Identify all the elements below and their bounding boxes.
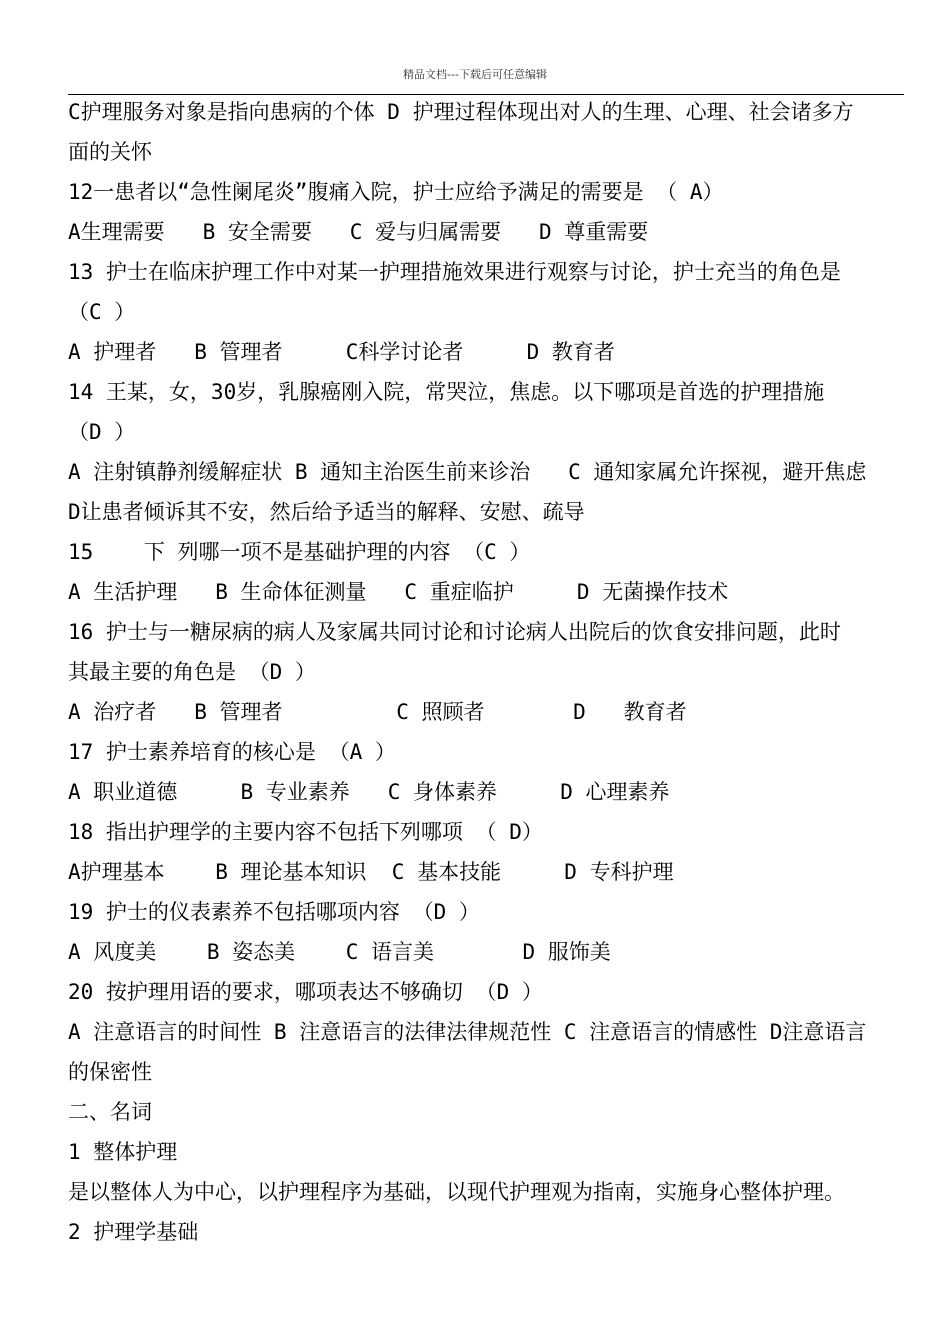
text-line: D让患者倾诉其不安，然后给予适当的解释、安慰、疏导 bbox=[68, 500, 585, 524]
section-heading: 二、名词 bbox=[68, 1100, 152, 1124]
text-line: 其最主要的角色是 （D ） bbox=[68, 660, 316, 684]
text-line: 15 下 列哪一项不是基础护理的内容 （C ） bbox=[68, 540, 531, 564]
text-line: A 注射镇静剂缓解症状 B 通知主治医生前来诊治 C 通知家属允许探视，避开焦虑 bbox=[68, 460, 867, 484]
text-line: 16 护士与一糖尿病的病人及家属共同讨论和讨论病人出院后的饮食安排问题，此时 bbox=[68, 620, 841, 644]
text-line: 12一患者以“急性阑尾炎”腹痛入院，护士应给予满足的需要是 （ A） bbox=[68, 180, 724, 204]
term-heading: 2 护理学基础 bbox=[68, 1220, 199, 1244]
text-line: 17 护士素养培育的核心是 （A ） bbox=[68, 740, 396, 764]
page-header: 精品文档---下载后可任意编辑 bbox=[403, 68, 547, 81]
text-line: A 治疗者 B 管理者 C 照顾者 D 教育者 bbox=[68, 700, 687, 724]
text-line: A生理需要 B 安全需要 C 爱与归属需要 D 尊重需要 bbox=[68, 220, 649, 244]
text-line: A 风度美 B 姿态美 C 语言美 D 服饰美 bbox=[68, 940, 611, 964]
text-line: 18 指出护理学的主要内容不包括下列哪项 （ D） bbox=[68, 820, 543, 844]
term-heading: 1 整体护理 bbox=[68, 1140, 178, 1164]
text-line: （C ） bbox=[68, 300, 136, 324]
text-line: 19 护士的仪表素养不包括哪项内容 （D ） bbox=[68, 900, 480, 924]
text-line: （D ） bbox=[68, 420, 136, 444]
text-line: 面的关怀 bbox=[68, 140, 152, 164]
text-line: 20 按护理用语的要求，哪项表达不够确切 （D ） bbox=[68, 980, 543, 1004]
document-body bbox=[68, 92, 904, 1252]
text-line: 13 护士在临床护理工作中对某一护理措施效果进行观察与讨论，护士充当的角色是 bbox=[68, 260, 841, 284]
term-definition: 是以整体人为中心，以护理程序为基础，以现代护理观为指南，实施身心整体护理。 bbox=[68, 1180, 845, 1204]
text-line: A护理基本 B 理论基本知识 C 基本技能 D 专科护理 bbox=[68, 860, 674, 884]
text-line: A 注意语言的时间性 B 注意语言的法律法律规范性 C 注意语言的情感性 D注意语言 bbox=[68, 1020, 867, 1044]
text-line: 14 王某，女，30岁，乳腺癌刚入院，常哭泣，焦虑。以下哪项是首选的护理措施 bbox=[68, 380, 825, 404]
text-line: 的保密性 bbox=[68, 1060, 152, 1084]
text-line: C护理服务对象是指向患病的个体 D 护理过程体现出对人的生理、心理、社会诸多方 bbox=[68, 100, 854, 124]
text-line: A 职业道德 B 专业素养 C 身体素养 D 心理素养 bbox=[68, 780, 670, 804]
text-line: A 生活护理 B 生命体征测量 C 重症临护 D 无菌操作技术 bbox=[68, 580, 729, 604]
text-line: A 护理者 B 管理者 C科学讨论者 D 教育者 bbox=[68, 340, 615, 364]
